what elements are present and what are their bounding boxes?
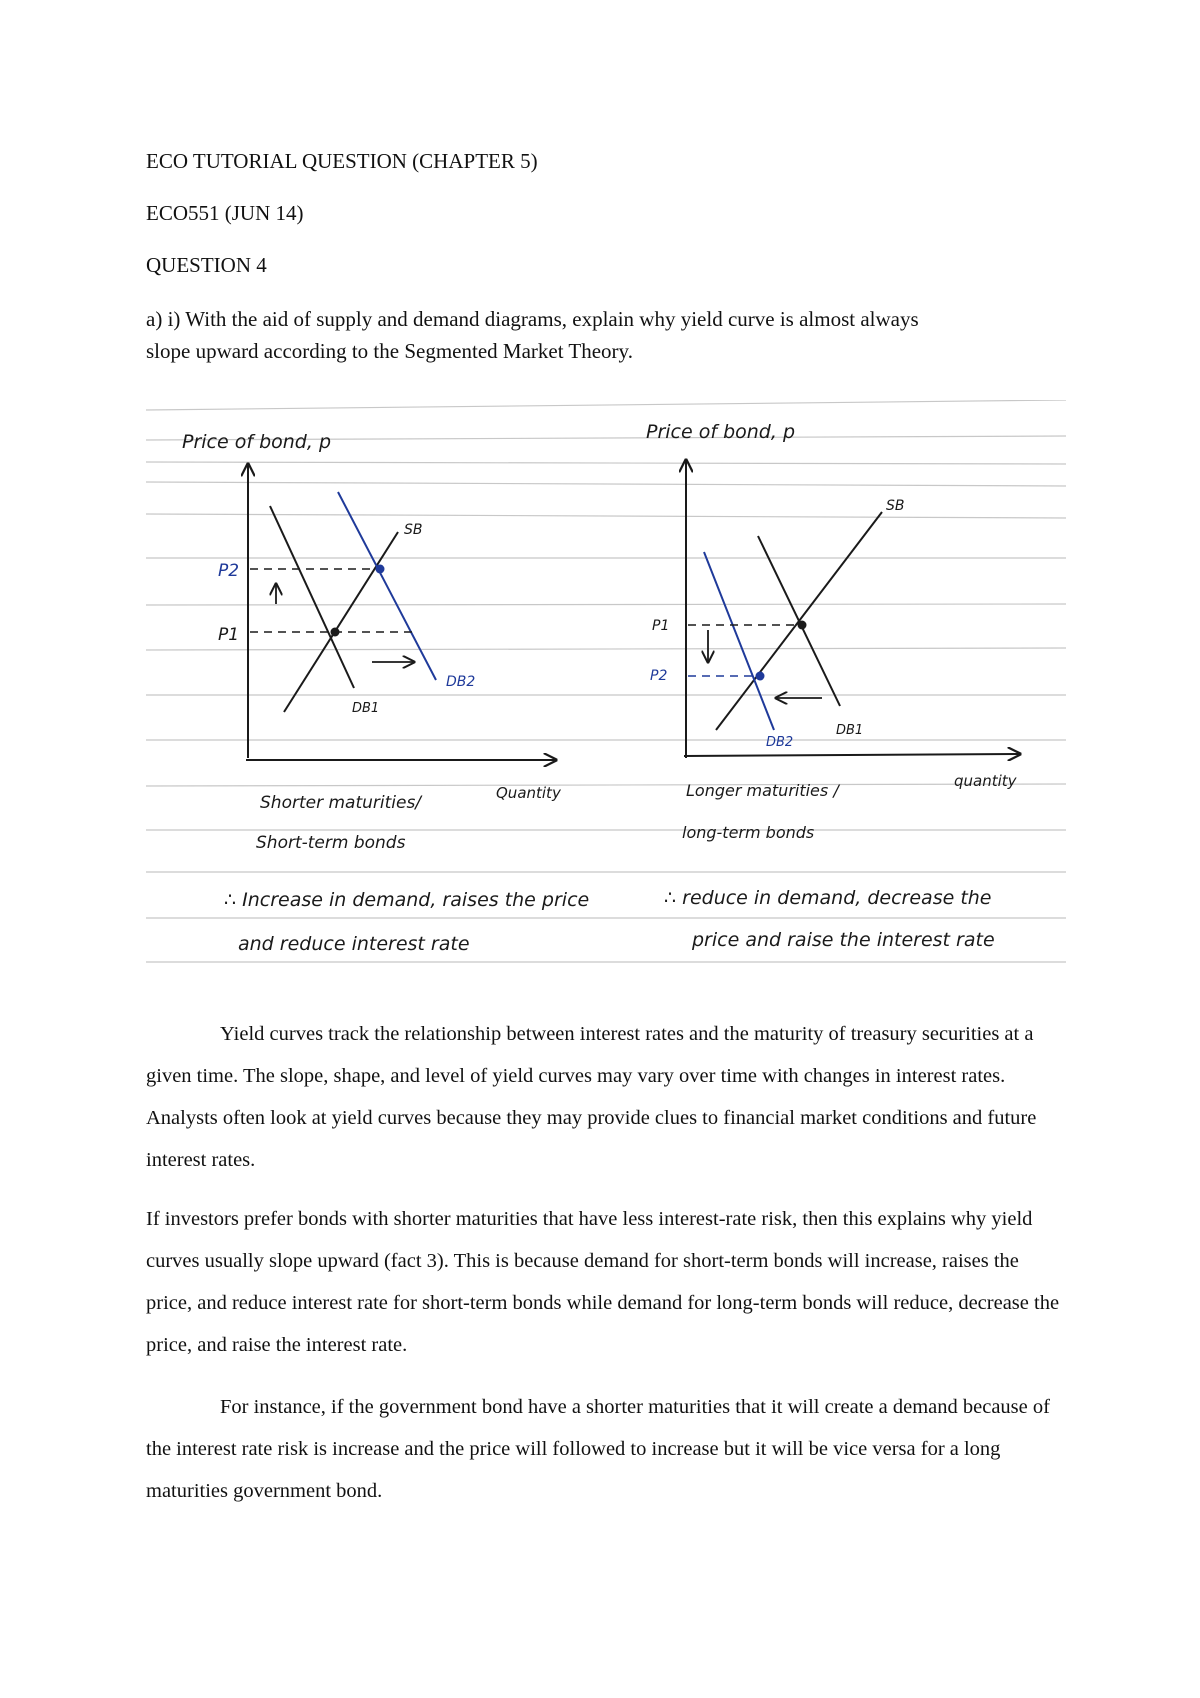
left-caption-line-1: Shorter maturities/ [260, 793, 422, 813]
right-demand-2-label: DB2 [766, 735, 794, 750]
body-paragraph-1: Yield curves track the relationship between interest rates and the maturity of treasury securities at a given time. The slope, shape, and level of yield curves may vary over time with changes in interest rates. Analysts often look at yield curves because they may provide clues to financial market conditions and future interest rates. [146, 1023, 1037, 1171]
left-demand-curve-2 [338, 492, 436, 680]
right-demand-curve-1 [758, 536, 840, 706]
left-p2-label: P2 [218, 561, 240, 581]
question-number: QUESTION 4 [146, 253, 267, 277]
right-supply-label: SB [886, 498, 905, 514]
right-note-line-1: ∴ reduce in demand, decrease the [664, 887, 992, 909]
left-demand-2-label: DB2 [446, 674, 476, 690]
right-demand-curve-2 [704, 552, 774, 730]
question-prompt-line-2: slope upward according to the Segmented Market Theory. [146, 339, 633, 363]
left-caption-line-2: Short-term bonds [256, 833, 406, 853]
right-caption-line-2: long-term bonds [682, 823, 815, 842]
right-demand-1-label: DB1 [836, 723, 864, 738]
right-x-axis [684, 754, 1020, 756]
left-diagram [182, 431, 589, 955]
left-note-line-2: and reduce interest rate [238, 933, 470, 955]
left-supply-label: SB [404, 522, 423, 538]
left-supply-curve [284, 532, 398, 712]
left-x-axis-label: Quantity [496, 784, 561, 802]
right-equilibrium-old [798, 621, 807, 630]
left-note-line-1: ∴ Increase in demand, raises the price [224, 889, 590, 911]
question-prompt-line-1: a) i) With the aid of supply and demand diagrams, explain why yield curve is almost always [146, 307, 919, 331]
left-equilibrium-new [376, 565, 385, 574]
right-y-axis-label: Price of bond, p [646, 421, 796, 443]
right-note-line-2: price and raise the interest rate [692, 929, 995, 951]
course-code: ECO551 (JUN 14) [146, 201, 304, 225]
left-p1-label: P1 [218, 625, 240, 645]
right-equilibrium-new [756, 672, 765, 681]
left-demand-curve-1 [270, 506, 354, 688]
left-demand-1-label: DB1 [352, 701, 380, 716]
supply-demand-figure [146, 400, 1066, 980]
body-paragraph-3: For instance, if the government bond have a shorter maturities that it will create a demand because of the interest rate risk is increase and the price will followed to increase but it will be vice versa for a long maturities government bond. [146, 1396, 1050, 1502]
right-caption-line-1: Longer maturities / [686, 781, 839, 800]
left-equilibrium-old [331, 628, 340, 637]
body-paragraph-2: If investors prefer bonds with shorter maturities that have less interest-rate risk, then this explains why yield curves usually slope upward (fact 3). This is because demand for short-term bonds will increase, raises the price, and reduce interest rate for short-term bonds while demand for long-term bonds will reduce, decrease the price, and raise the interest rate. [146, 1208, 1060, 1356]
document-title: ECO TUTORIAL QUESTION (CHAPTER 5) [146, 149, 538, 173]
left-y-axis-label: Price of bond, p [182, 431, 332, 453]
right-p1-label: P1 [652, 618, 670, 634]
right-p2-label: P2 [650, 668, 668, 684]
ruled-lines [146, 400, 1066, 962]
right-x-axis-label: quantity [954, 772, 1017, 790]
